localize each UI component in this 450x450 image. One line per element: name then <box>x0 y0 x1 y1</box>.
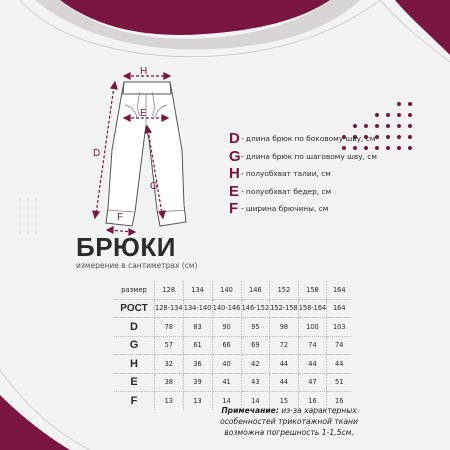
legend-letter: H <box>229 164 240 182</box>
legend-row-f <box>229 200 328 216</box>
legend-row-h <box>229 165 331 181</box>
corner-wave-top-right <box>395 0 450 55</box>
table-cell: 47 <box>298 373 327 392</box>
table-cell: 51 <box>327 373 352 392</box>
table-cell: 61 <box>183 336 212 355</box>
table-cell: 44 <box>327 355 352 374</box>
size-table <box>114 281 351 410</box>
table-row <box>114 355 351 374</box>
legend-row-d <box>229 130 375 146</box>
row-label: РОСТ <box>114 299 155 318</box>
table-cell: 146-152 <box>241 299 270 318</box>
page-title: БРЮКИ <box>76 232 176 262</box>
table-cell: 32 <box>155 355 184 374</box>
table-cell: 39 <box>183 373 212 392</box>
table-cell: 15 <box>270 392 299 410</box>
table-cell: 44 <box>298 355 327 374</box>
legend-letter: G <box>229 147 241 165</box>
table-cell: 95 <box>241 318 270 337</box>
corner-wave-bottom-left <box>0 395 70 450</box>
table-cell: 42 <box>241 355 270 374</box>
table-cell: 140-146 <box>212 299 241 318</box>
row-label: E <box>114 373 155 392</box>
pants-illustration <box>106 82 186 226</box>
table-cell: 134-140 <box>183 299 212 318</box>
row-label: размер <box>114 281 155 299</box>
label-f: F <box>117 212 124 223</box>
table-row <box>114 336 351 355</box>
table-cell: 16 <box>335 396 344 405</box>
table-row <box>114 299 351 318</box>
legend-text: полуобхват бедер, см <box>245 186 332 196</box>
label-g: G <box>150 181 158 192</box>
label-e: E <box>140 108 147 119</box>
legend-dash: - <box>241 203 244 213</box>
legend-text: полуобхват талии, см <box>245 168 331 178</box>
legend-dash: - <box>241 151 244 161</box>
label-h: H <box>140 66 148 77</box>
table-cell: 74 <box>298 336 327 355</box>
table-cell: 146 <box>241 281 270 299</box>
note <box>214 405 364 438</box>
table-cell: 164 <box>327 281 352 299</box>
table-cell: 38 <box>155 373 184 392</box>
table-cell: 36 <box>183 355 212 374</box>
table-cell: 158 <box>298 281 327 299</box>
row-label: F <box>114 392 155 410</box>
table-cell: 128-134 <box>155 299 184 318</box>
table-cell: 13 <box>183 392 212 410</box>
table-cell: 74 <box>327 336 352 355</box>
table-row <box>114 373 351 392</box>
label-d: D <box>93 148 101 159</box>
table-cell: 69 <box>241 336 270 355</box>
legend-dash: - <box>241 168 244 178</box>
table-cell: 57 <box>155 336 184 355</box>
table-cell: 66 <box>212 336 241 355</box>
page-subtitle: измерение в сантиметрах (см) <box>76 261 198 270</box>
row-label: D <box>114 318 155 337</box>
legend-row-e <box>229 183 331 199</box>
table-cell: 43 <box>241 373 270 392</box>
faint-dots <box>19 199 37 233</box>
table-cell: 128 <box>155 281 184 299</box>
row-label: H <box>114 355 155 374</box>
table-cell: 134 <box>183 281 212 299</box>
table-cell: 164 <box>327 299 352 318</box>
table-cell: 72 <box>270 336 299 355</box>
table-row <box>114 318 351 337</box>
note-text: из-за характерных особенностей трикотажной ткани возможна погрешность 1-1,5см. <box>220 406 358 437</box>
table-cell: 16 <box>298 392 327 410</box>
waistband <box>123 82 171 94</box>
table-cell: 100 <box>298 318 327 337</box>
table-cell: 13 <box>155 392 184 410</box>
table-cell: 103 <box>327 318 352 337</box>
legend-row-g <box>229 148 377 164</box>
legend-dash: - <box>241 186 244 196</box>
table-cell: 152 <box>270 281 299 299</box>
legend-letter: F <box>229 199 239 217</box>
table-cell: 78 <box>155 318 184 337</box>
table-cell: 98 <box>270 318 299 337</box>
table-cell: 41 <box>212 373 241 392</box>
table-cell: 152-158 <box>270 299 299 318</box>
table-cell: 14 <box>212 392 241 410</box>
legend-letter: E <box>229 182 240 200</box>
table-cell: 158-164 <box>298 299 327 318</box>
legend-text: длина брюк по шаговому шву, см <box>245 151 377 161</box>
legend-dash: - <box>241 133 244 143</box>
legend-text: ширина брючины, см <box>245 203 329 213</box>
row-label: G <box>114 336 155 355</box>
legend-letter: D <box>229 129 240 147</box>
table-cell: 90 <box>212 318 241 337</box>
table-cell: 14 <box>241 392 270 410</box>
table-cell: 140 <box>212 281 241 299</box>
table-cell: 40 <box>212 355 241 374</box>
table-row <box>114 281 351 299</box>
note-label: Примечание: <box>221 406 279 415</box>
table-cell: 44 <box>270 355 299 374</box>
table-cell: 83 <box>183 318 212 337</box>
legend-text: длина брюк по боковому шву, см <box>245 133 376 143</box>
table-cell: 44 <box>270 373 299 392</box>
